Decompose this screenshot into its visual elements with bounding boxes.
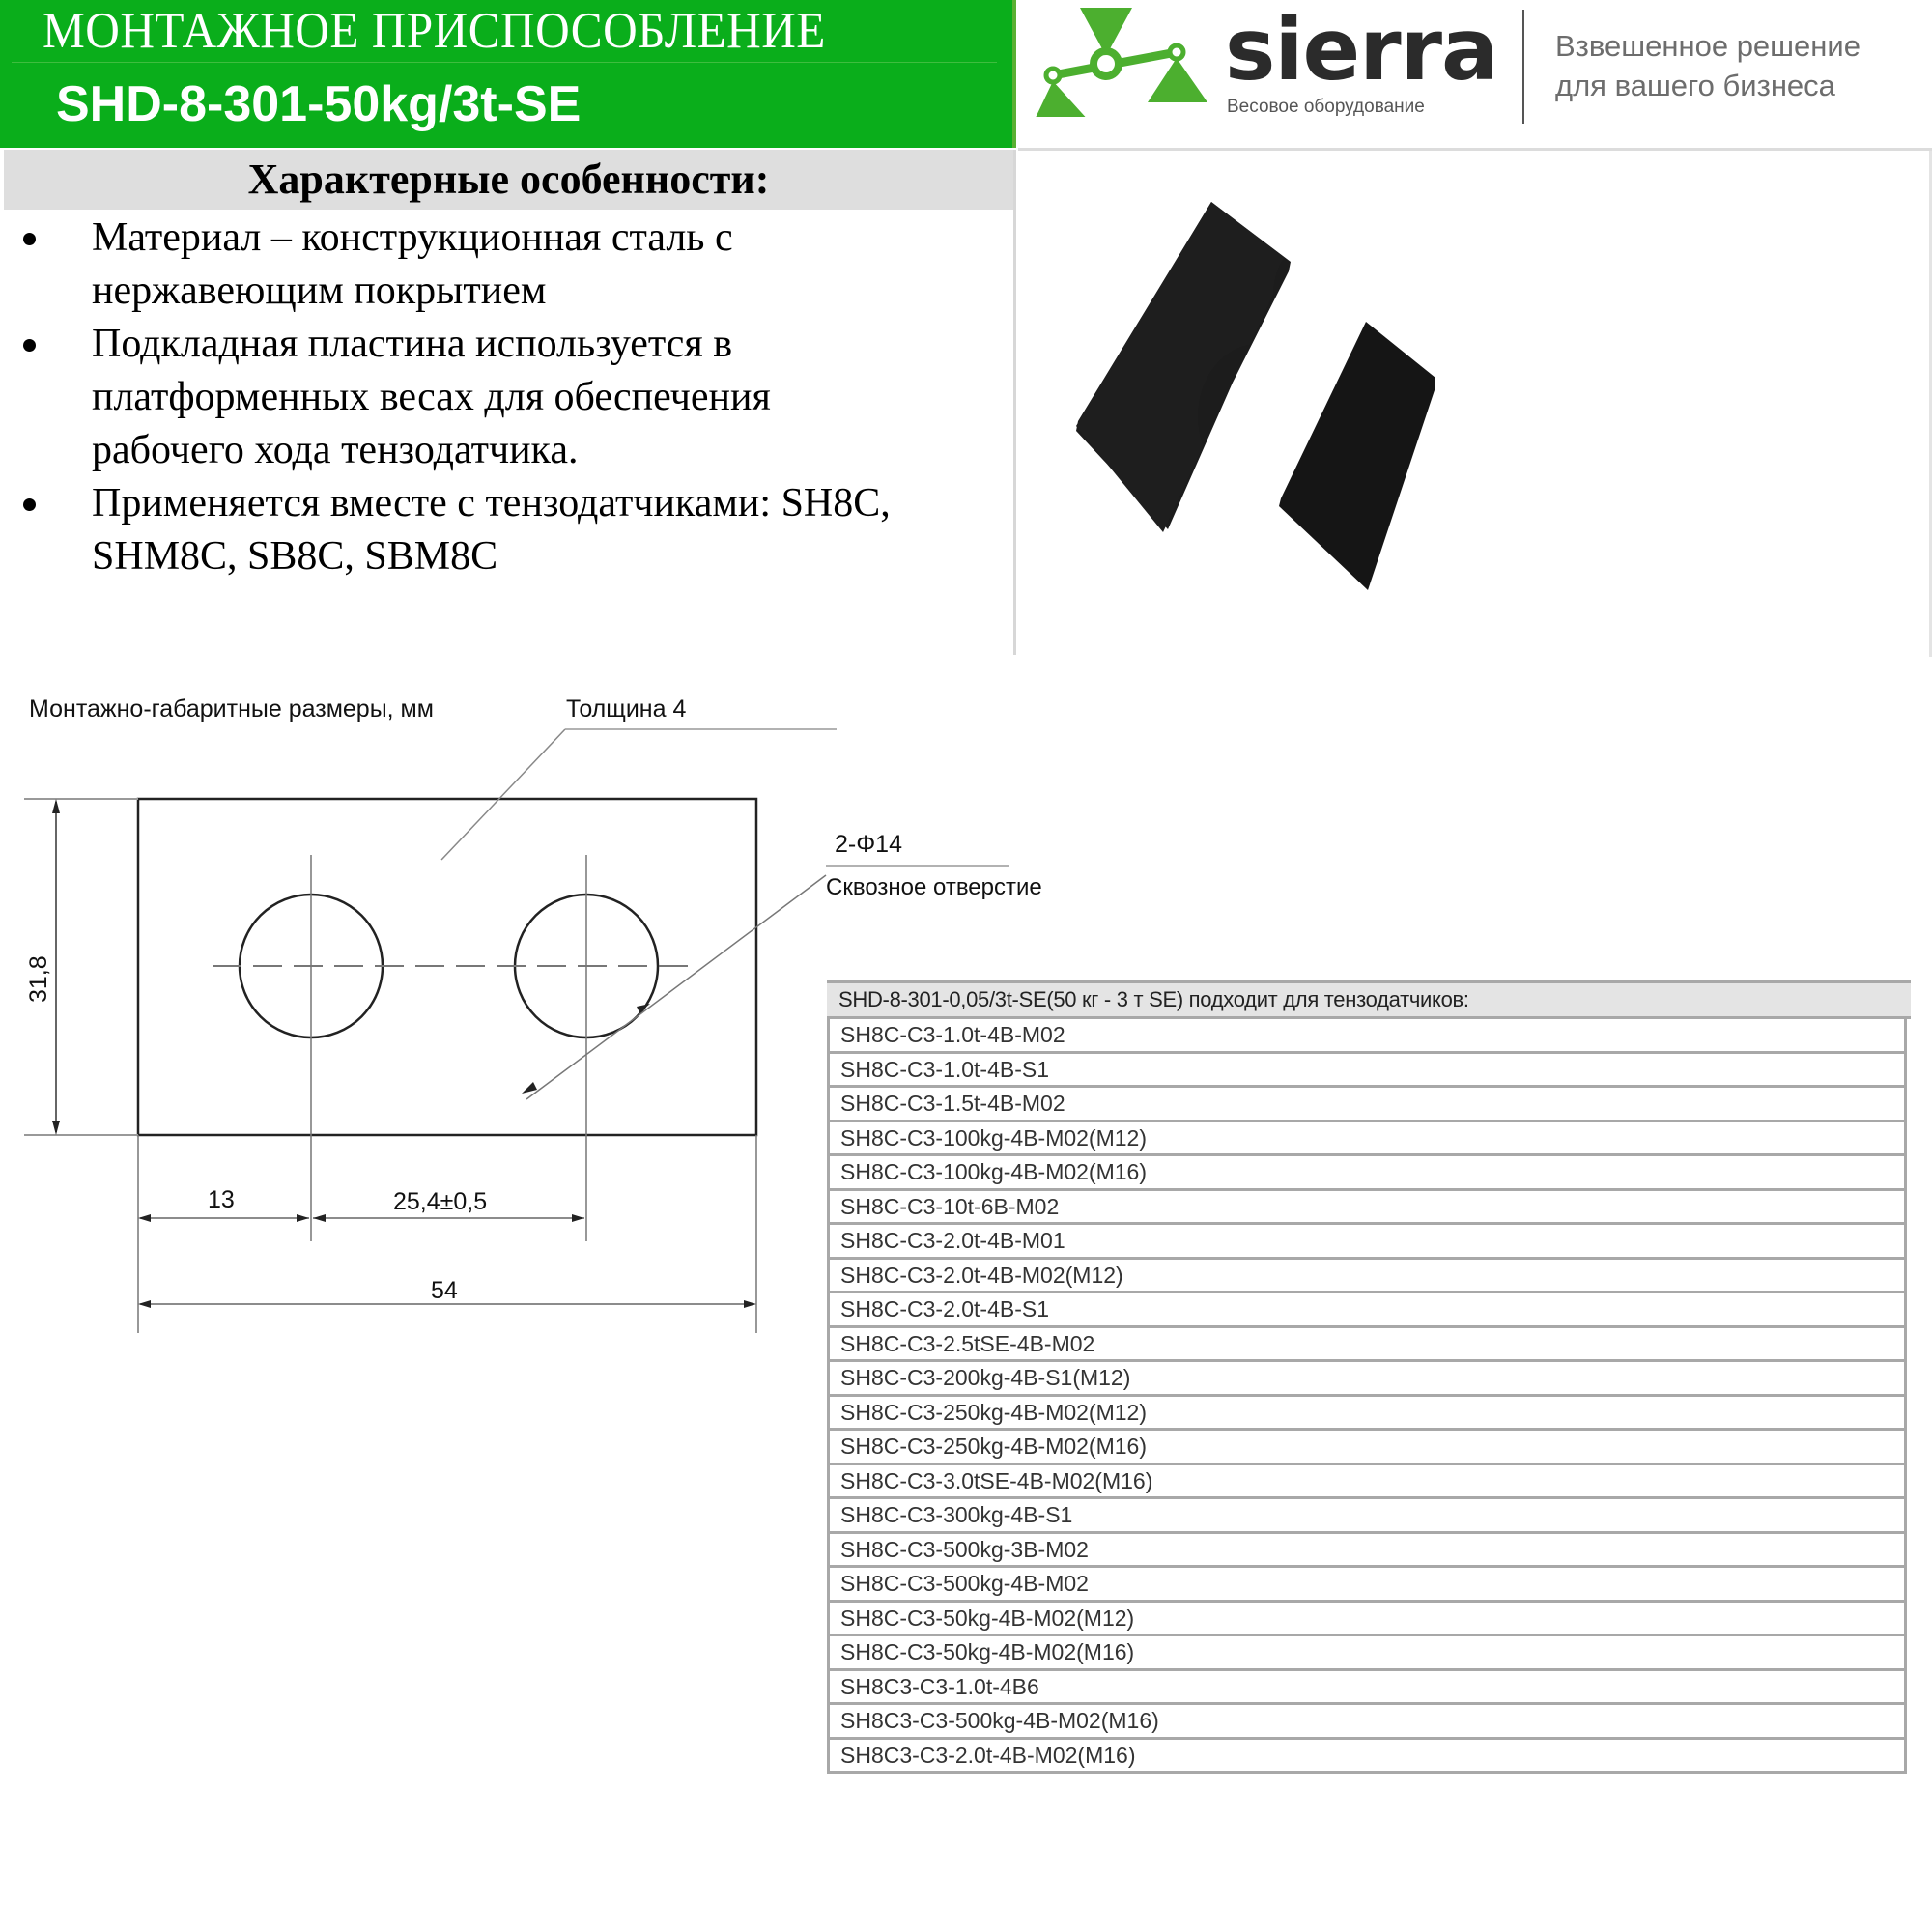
feature-line: рабочего хода тензодатчика. bbox=[92, 428, 579, 472]
table-row: SH8C3-C3-1.0t-4B6 bbox=[827, 1671, 1907, 1706]
feature-item bbox=[4, 212, 990, 318]
tagline-line-1: Взвешенное решение bbox=[1555, 29, 1861, 63]
thickness-label: Толщина 4 bbox=[566, 696, 687, 723]
feature-line: нержавеющим покрытием bbox=[92, 269, 547, 313]
features-heading: Характерные особенности: bbox=[4, 150, 1013, 210]
table-row: SH8C-C3-250kg-4B-M02(M16) bbox=[827, 1431, 1907, 1465]
table-row: SH8C-C3-300kg-4B-S1 bbox=[827, 1499, 1907, 1534]
holes-label: 2-Φ14 bbox=[835, 831, 902, 858]
table-row: SH8C-C3-500kg-3B-M02 bbox=[827, 1534, 1907, 1569]
table-row: SH8C-C3-1.0t-4B-M02 bbox=[827, 1019, 1907, 1054]
table-row: SH8C-C3-3.0tSE-4B-M02(M16) bbox=[827, 1465, 1907, 1500]
feature-item bbox=[4, 477, 990, 583]
product-photo bbox=[1018, 148, 1932, 657]
scales-icon bbox=[1034, 6, 1208, 117]
table-row: SH8C-C3-100kg-4B-M02(M12) bbox=[827, 1122, 1907, 1157]
table-row: SH8C-C3-100kg-4B-M02(M16) bbox=[827, 1156, 1907, 1191]
hole-spacing-dimension: 25,4±0,5 bbox=[393, 1188, 488, 1215]
table-row: SH8C-C3-1.0t-4B-S1 bbox=[827, 1054, 1907, 1089]
bullet-icon bbox=[23, 498, 36, 511]
table-row: SH8C-C3-2.0t-4B-M01 bbox=[827, 1225, 1907, 1260]
tagline-line-2: для вашего бизнеса bbox=[1555, 69, 1835, 102]
drawing-title: Монтажно-габаритные размеры, мм bbox=[29, 696, 434, 723]
features-panel bbox=[4, 150, 1016, 655]
brand-subtitle: Весовое оборудование bbox=[1227, 97, 1425, 117]
table-header: SHD-8-301-0,05/3t-SE(50 кг - 3 т SE) подходит для тензодатчиков: bbox=[827, 980, 1911, 1019]
feature-line: платформенных весах для обеспечения bbox=[92, 375, 771, 419]
table-row: SH8C3-C3-500kg-4B-M02(M16) bbox=[827, 1705, 1907, 1740]
features-list bbox=[4, 212, 1013, 583]
table-row: SH8C-C3-250kg-4B-M02(M12) bbox=[827, 1397, 1907, 1432]
bullet-icon bbox=[23, 233, 36, 245]
feature-line: Подкладная пластина используется в bbox=[92, 322, 733, 366]
table-row: SH8C-C3-2.0t-4B-M02(M12) bbox=[827, 1260, 1907, 1294]
width-dimension: 54 bbox=[431, 1277, 458, 1304]
table-row: SH8C-C3-500kg-4B-M02 bbox=[827, 1568, 1907, 1603]
edge-to-hole-dimension: 13 bbox=[208, 1186, 235, 1213]
table-row: SH8C-C3-2.0t-4B-S1 bbox=[827, 1293, 1907, 1328]
bullet-icon bbox=[23, 339, 36, 352]
company-logo bbox=[1034, 0, 1903, 141]
feature-item bbox=[4, 318, 990, 477]
brand-name: sierra bbox=[1225, 0, 1498, 99]
table-row: SH8C-C3-10t-6B-M02 bbox=[827, 1191, 1907, 1226]
table-row: SH8C-C3-2.5tSE-4B-M02 bbox=[827, 1328, 1907, 1363]
table-row: SH8C-C3-200kg-4B-S1(M12) bbox=[827, 1362, 1907, 1397]
table-row: SH8C3-C3-2.0t-4B-M02(M16) bbox=[827, 1740, 1907, 1775]
holes-note: Сквозное отверстие bbox=[826, 874, 1042, 900]
feature-line: SHM8C, SB8C, SBM8C bbox=[92, 534, 498, 579]
compatibility-table bbox=[827, 980, 1911, 1774]
shim-plates-image bbox=[1018, 151, 1926, 653]
feature-line: Материал – конструкционная сталь с bbox=[92, 215, 733, 260]
table-row: SH8C-C3-50kg-4B-M02(M12) bbox=[827, 1603, 1907, 1637]
product-model-title: SHD-8-301-50kg/3t-SE bbox=[56, 76, 582, 132]
height-dimension: 31,8 bbox=[25, 955, 52, 1003]
title-banner bbox=[0, 0, 1016, 148]
product-category-title: МОНТАЖНОЕ ПРИСПОСОБЛЕНИЕ bbox=[43, 3, 826, 59]
table-row: SH8C-C3-1.5t-4B-M02 bbox=[827, 1088, 1907, 1122]
table-row: SH8C-C3-50kg-4B-M02(M16) bbox=[827, 1636, 1907, 1671]
feature-line: Применяется вместе с тензодатчиками: SH8C, bbox=[92, 481, 891, 526]
logo-divider bbox=[1522, 10, 1524, 124]
